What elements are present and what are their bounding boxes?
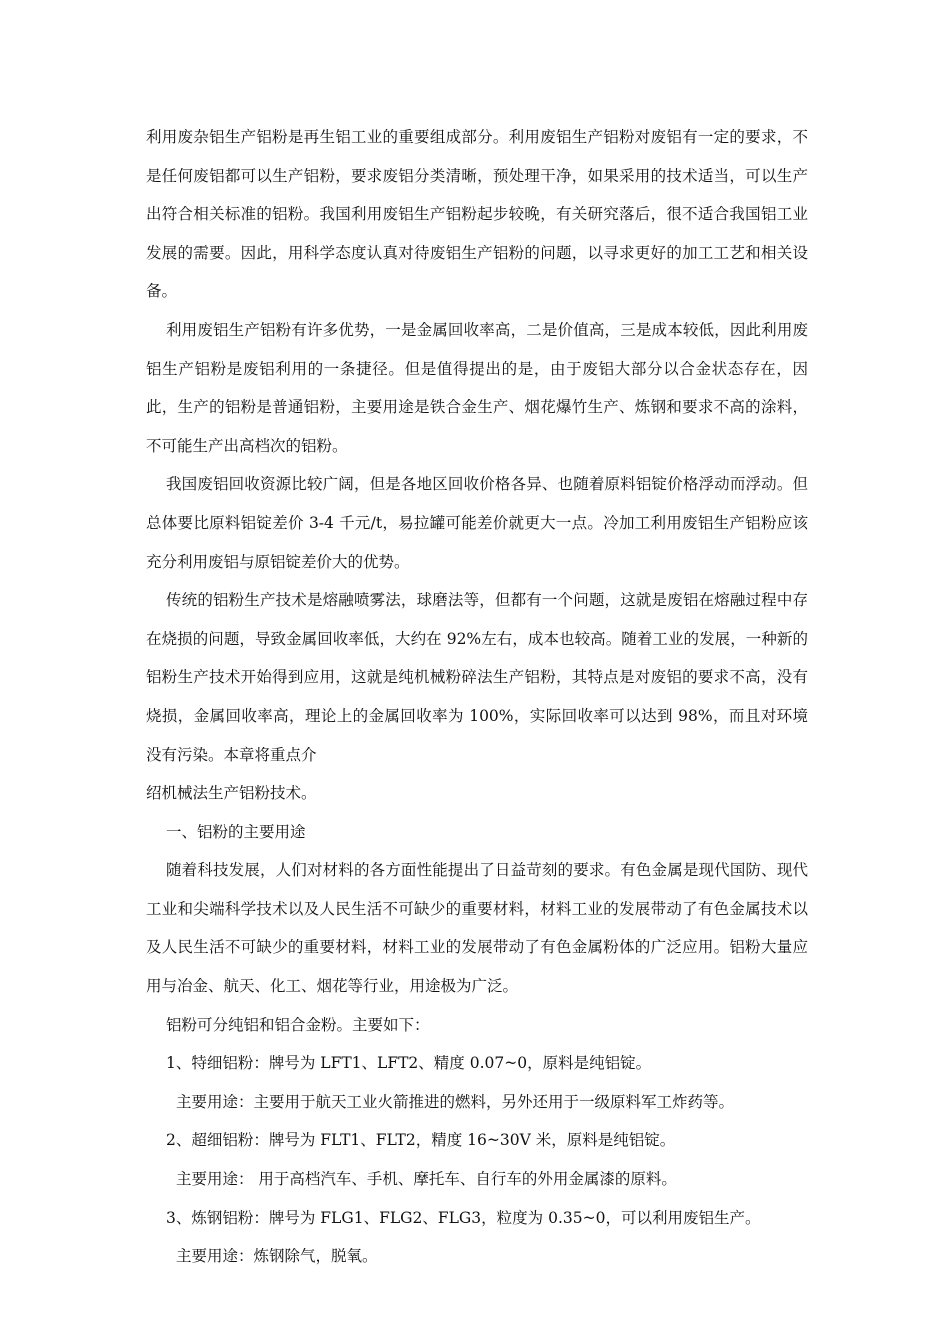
- paragraph-advantages: 利用废铝生产铝粉有许多优势，一是金属回收率高，二是价值高，三是成本较低，因此利用废铝生产铝粉是废铝利用的一条捷径。但是值得提出的是，由于废铝大部分以合金状态存在，因此，生产的铝粉是普通铝粉，主要用途是铁合金生产、烟花爆竹生产、炼钢和要求不高的涂料，不可能生产出高档次的铝粉。: [146, 320, 808, 455]
- document-body: [146, 118, 808, 1276]
- list-item-steelmaking-uses: 主要用途：炼钢除气，脱氧。: [176, 1247, 378, 1266]
- list-item-extra-fine-uses: 主要用途：主要用于航天工业火箭推进的燃料，另外还用于一级原料军工炸药等。: [176, 1092, 735, 1111]
- paragraph-applications: 随着科技发展，人们对材料的各方面性能提出了日益苛刻的要求。有色金属是现代国防、现代工业和尖端科学技术以及人民生活不可缺少的重要材料，材料工业的发展带动了有色金属技术以及人民生活不可缺少的重要材料，材料工业的发展带动了有色金属粉体的广泛应用。铝粉大量应用与冶金、航天、化工、烟花等行业，用途极为广泛。: [146, 861, 808, 996]
- list-item-steelmaking-powder: 3、炼钢铝粉：牌号为 FLG1、FLG2、FLG3，粒度为 0.35~0，可以利用废铝生产。: [166, 1208, 761, 1227]
- section-heading-main-uses: 一、铝粉的主要用途: [166, 822, 306, 841]
- paragraph-classification: 铝粉可分纯铝和铝合金粉。主要如下：: [166, 1015, 430, 1034]
- list-item-ultra-fine-uses: 主要用途： 用于高档汽车、手机、摩托车、自行车的外用金属漆的原料。: [176, 1170, 677, 1189]
- list-item-extra-fine-powder: 1、特细铝粉：牌号为 LFT1、LFT2、精度 0.07~0，原料是纯铝锭。: [166, 1054, 652, 1073]
- paragraph-intro: 利用废杂铝生产铝粉是再生铝工业的重要组成部分。利用废铝生产铝粉对废铝有一定的要求，不是任何废铝都可以生产铝粉，要求废铝分类清晰，预处理干净，如果采用的技术适当，可以生产出符合相关标准的铝粉。我国利用废铝生产铝粉起步较晚，有关研究落后，很不适合我国铝工业发展的需要。因此，用科学态度认真对待废铝生产铝粉的问题，以寻求更好的加工工艺和相关设备。: [146, 128, 808, 301]
- paragraph-recycling-resources: 我国废铝回收资源比较广阔，但是各地区回收价格各异、也随着原料铝锭价格浮动而浮动。但总体要比原料铝锭差价 3-4 千元/t，易拉罐可能差价就更大一点。冷加工利用废铝生产铝粉应该充分利用废铝与原铝锭差价大的优势。: [146, 475, 808, 571]
- list-item-ultra-fine-powder: 2、超细铝粉：牌号为 FLT1、FLT2，精度 16~30V 米，原料是纯铝锭。: [166, 1131, 676, 1150]
- paragraph-continuation: 绍机械法生产铝粉技术。: [146, 784, 317, 803]
- paragraph-traditional-technology: 传统的铝粉生产技术是熔融喷雾法，球磨法等，但都有一个问题，这就是废铝在熔融过程中存在烧损的问题，导致金属回收率低，大约在 92%左右，成本也较高。随着工业的发展，一种新的铝粉生产技术开始得到应用，这就是纯机械粉碎法生产铝粉，其特点是对废铝的要求不高，没有烧损，金属回收率高，理论上的金属回收率为 100%，实际回收率可以达到 98%，而且对环境没有污染。本章将重点介: [146, 591, 808, 764]
